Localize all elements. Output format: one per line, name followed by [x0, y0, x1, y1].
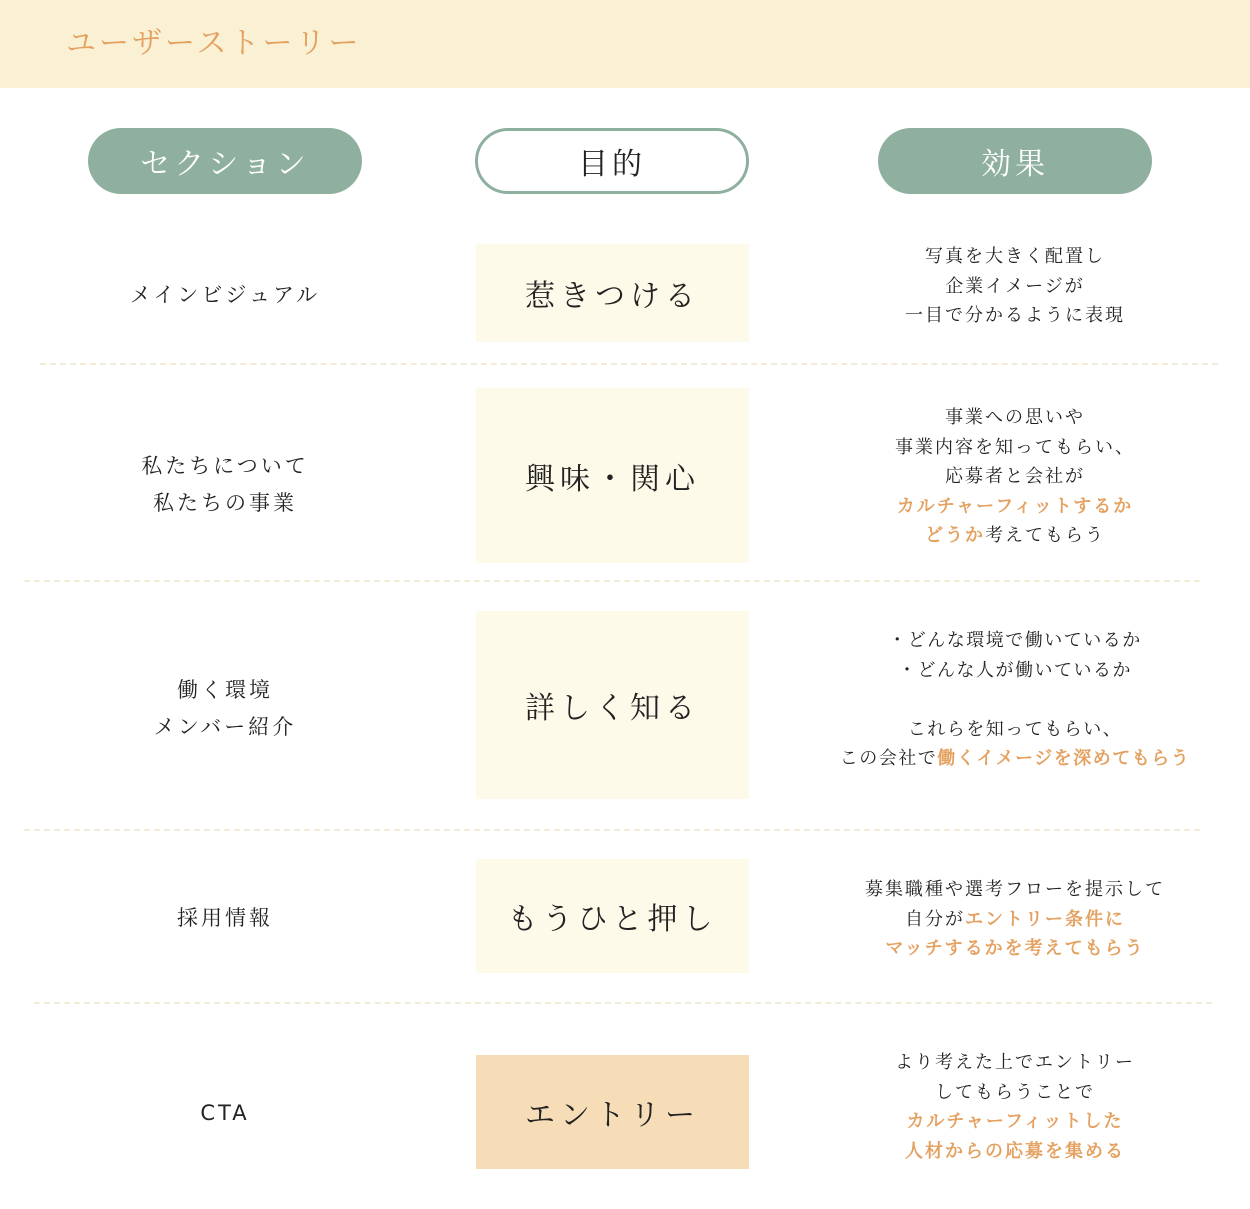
row-5-section-name	[40, 1095, 410, 1132]
effect-text: 事業への思いや	[945, 407, 1085, 428]
effect-text: 考えてもらう	[985, 525, 1105, 546]
section-name-line: メインビジュアル	[129, 283, 321, 307]
effect-line	[790, 242, 1240, 272]
section-name-line: CTA	[200, 1101, 250, 1125]
row-3-section-name	[40, 672, 410, 746]
effect-text: この会社で	[839, 748, 938, 769]
effect-text: 募集職種や選考フローを提示して	[865, 879, 1165, 900]
effect-text: 事業内容を知ってもらい、	[895, 436, 1135, 458]
effect-text: これらを知ってもらい、	[907, 718, 1123, 740]
effect-line	[800, 656, 1230, 686]
row-divider	[40, 363, 1218, 365]
row-3-purpose: 詳しく知る	[476, 611, 749, 799]
effect-highlight-text: どうか	[925, 525, 985, 546]
effect-text: してもらうことで	[935, 1081, 1095, 1103]
row-3-effect	[800, 626, 1230, 774]
effect-highlight-text: カルチャーフィットするか	[896, 495, 1134, 517]
row-4-purpose: もうひと押し	[476, 859, 749, 973]
effect-line	[790, 433, 1240, 463]
effect-line	[790, 301, 1240, 331]
row-5-effect	[790, 1048, 1240, 1166]
effect-line	[800, 744, 1230, 774]
effect-line	[790, 905, 1240, 935]
effect-line	[800, 715, 1230, 745]
effect-text: 企業イメージが	[945, 275, 1085, 297]
effect-text: 一目で分かるように表現	[905, 305, 1125, 326]
row-4-section-name	[40, 900, 410, 937]
row-1-effect	[790, 242, 1240, 331]
effect-line	[800, 685, 1230, 715]
row-2-effect	[790, 403, 1240, 551]
effect-line	[790, 1078, 1240, 1108]
effect-text: 応募者と会社が	[945, 466, 1085, 487]
effect-highlight-text: カルチャーフィットした	[906, 1111, 1124, 1132]
effect-text: 自分が	[905, 908, 965, 930]
row-1-section-name	[40, 277, 410, 314]
effect-line	[790, 1048, 1240, 1078]
section-name-line: メンバー紹介	[153, 715, 297, 739]
row-2-purpose: 興味・関心	[476, 388, 749, 563]
effect-highlight-text: 人材からの応募を集める	[905, 1140, 1125, 1162]
column-header-effect: 効果	[878, 128, 1152, 194]
section-name-line: 働く環境	[177, 678, 273, 702]
effect-line	[790, 1107, 1240, 1137]
effect-line	[790, 492, 1240, 522]
row-divider	[24, 580, 1200, 582]
section-name-line: 採用情報	[177, 906, 273, 930]
effect-highlight-text: 働くイメージを深めてもらう	[937, 748, 1191, 769]
column-header-section: セクション	[88, 128, 362, 194]
row-5-purpose: エントリー	[476, 1055, 749, 1169]
effect-line	[790, 875, 1240, 905]
row-divider	[24, 829, 1200, 831]
effect-line	[790, 521, 1240, 551]
section-name-line: 私たちの事業	[153, 491, 297, 515]
section-name-line: 私たちについて	[141, 454, 309, 478]
page-title: ユーザーストーリー	[66, 26, 362, 61]
row-1-purpose: 惹きつける	[476, 244, 749, 342]
row-2-section-name	[40, 448, 410, 522]
effect-line	[790, 272, 1240, 302]
effect-line	[790, 403, 1240, 433]
header-banner	[0, 0, 1250, 88]
effect-line	[790, 1137, 1240, 1167]
effect-text: ・どんな人が働いているか	[898, 659, 1132, 681]
effect-line	[790, 934, 1240, 964]
effect-highlight-text: エントリー条件に	[965, 908, 1125, 930]
row-divider	[34, 1002, 1212, 1004]
effect-line	[790, 462, 1240, 492]
column-header-purpose: 目的	[475, 128, 749, 194]
effect-text: ・どんな環境で働いているか	[888, 630, 1142, 651]
effect-line	[800, 626, 1230, 656]
row-4-effect	[790, 875, 1240, 964]
effect-text: 写真を大きく配置し	[925, 246, 1105, 267]
effect-text: より考えた上でエントリー	[895, 1052, 1135, 1073]
effect-highlight-text: マッチするかを考えてもらう	[885, 938, 1145, 959]
